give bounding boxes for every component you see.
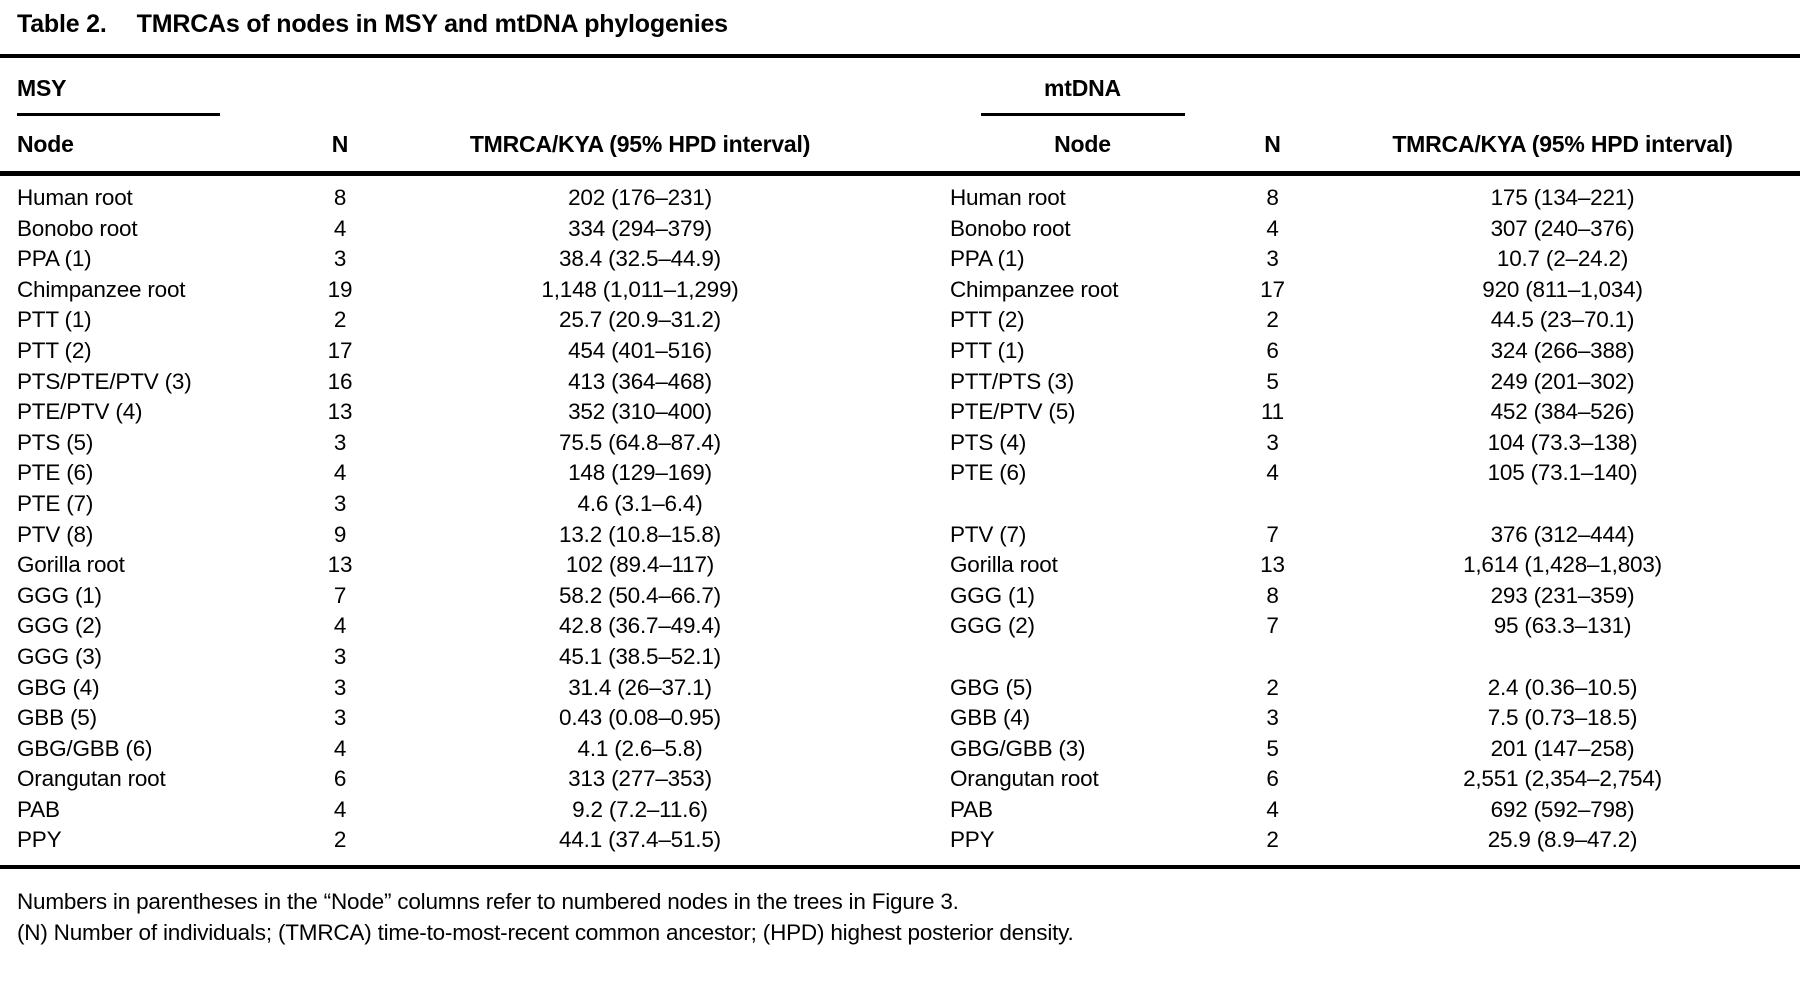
bottom-rule [0,865,1800,869]
n-cell: 4 [1266,460,1279,486]
table-row [0,825,1800,856]
tmrca-cell: 25.7 (20.9–31.2) [559,307,721,333]
mtdna-underline [981,113,1185,116]
n-cell: 8 [1266,582,1279,608]
tmrca-cell: 920 (811–1,034) [1482,276,1643,302]
note-line: (N) Number of individuals; (TMRCA) time-to-most-recent common ancestor; (HPD) highest posterior density. [17,920,1074,946]
n-cell: 19 [327,276,353,302]
node-cell: PAB [17,796,60,822]
tmrca-cell: 293 (231–359) [1490,582,1635,608]
tmrca-cell: 324 (266–388) [1490,337,1635,363]
panel-gap [900,550,950,581]
table-row [0,244,1800,275]
panel-label-mtdna-text: mtDNA [1044,75,1121,101]
panel-gap [900,428,950,459]
tmrca-cell: 13.2 (10.8–15.8) [559,521,721,547]
tmrca-cell: 10.7 (2–24.2) [1496,246,1629,272]
n-cell: 2 [1266,827,1279,853]
tmrca-cell: 44.5 (23–70.1) [1490,307,1635,333]
table-row [0,581,1800,612]
msy-n-header: N [331,131,349,157]
tmrca-cell: 44.1 (37.4–51.5) [559,827,721,853]
table-row [0,183,1800,214]
node-cell: Chimpanzee root [17,276,186,302]
column-header-row [0,131,1800,158]
table-row [0,489,1800,520]
header-rule [0,171,1800,176]
n-cell: 13 [327,399,353,425]
node-cell: GBG/GBB (3) [950,735,1086,761]
node-cell [950,642,1215,673]
n-cell [1215,489,1330,520]
n-cell: 4 [1266,215,1279,241]
table-title: TMRCAs of nodes in MSY and mtDNA phylogenies [136,10,728,38]
node-cell: PTV (7) [950,521,1027,547]
n-cell: 4 [333,613,347,639]
tmrca-cell: 0.43 (0.08–0.95) [559,705,721,731]
tmrca-cell: 42.8 (36.7–49.4) [559,613,721,639]
node-cell: Orangutan root [17,766,166,792]
table-row [0,611,1800,642]
panel-gap [900,642,950,673]
tmrca-cell: 313 (277–353) [568,766,712,792]
tmrca-cell: 376 (312–444) [1490,521,1635,547]
tmrca-cell: 38.4 (32.5–44.9) [559,246,721,272]
table-row [0,367,1800,398]
tmrca-cell: 692 (592–798) [1490,796,1635,822]
panel-label-mtdna [950,75,1215,116]
n-cell: 6 [1266,337,1279,363]
table-number-label: Table 2. [17,10,107,38]
tmrca-cell: 7.5 (0.73–18.5) [1487,705,1638,731]
node-cell: PTE/PTV (4) [17,399,143,425]
msy-underline [17,113,220,116]
panel-gap [900,611,950,642]
node-cell: PAB [950,796,993,822]
node-cell: Gorilla root [950,552,1058,578]
node-cell: PTS/PTE/PTV (3) [17,368,192,394]
panel-gap [900,244,950,275]
tmrca-cell: 104 (73.3–138) [1487,429,1638,455]
n-cell: 3 [333,246,347,272]
node-cell: PPY [950,827,995,853]
panel-gap [900,336,950,367]
tmrca-cell: 58.2 (50.4–66.7) [559,582,721,608]
tmrca-cell: 105 (73.1–140) [1487,460,1638,486]
tmrca-cell: 452 (384–526) [1490,399,1635,425]
node-cell: PPA (1) [17,246,92,272]
n-cell: 7 [1266,613,1279,639]
n-cell: 3 [333,674,347,700]
tmrca-cell: 148 (129–169) [568,460,712,486]
tmrca-cell: 45.1 (38.5–52.1) [559,643,721,669]
table-row [0,397,1800,428]
table-row [0,734,1800,765]
node-cell: GBG (5) [950,674,1033,700]
table-row [0,520,1800,551]
n-cell: 3 [1266,246,1279,272]
n-cell: 2 [333,307,347,333]
table-row [0,275,1800,306]
table-body [0,183,1800,856]
node-cell: Orangutan root [950,766,1099,792]
node-cell: PTS (5) [17,429,94,455]
tmrca-cell: 202 (176–231) [568,185,712,210]
panel-gap [900,795,950,826]
n-cell: 3 [333,490,347,516]
node-cell: PTT/PTS (3) [950,368,1075,394]
tmrca-cell: 25.9 (8.9–47.2) [1487,827,1638,853]
table-notes [0,886,1800,948]
node-cell: Chimpanzee root [950,276,1119,302]
panel-gap [900,825,950,856]
n-cell: 4 [333,215,347,241]
panel-gap [900,183,950,214]
tmrca-cell: 352 (310–400) [568,399,712,425]
tmrca-cell: 1,148 (1,011–1,299) [541,276,739,302]
n-cell: 9 [333,521,347,547]
tmrca-cell: 2.4 (0.36–10.5) [1487,674,1638,700]
n-cell: 7 [1266,521,1279,547]
tmrca-cell: 201 (147–258) [1490,735,1635,761]
tmrca-cell: 334 (294–379) [568,215,712,241]
msy-node-header: Node [17,131,74,157]
mtdna-tmrca-header: TMRCA/KYA (95% HPD interval) [1392,131,1733,157]
tmrca-cell: 4.6 (3.1–6.4) [577,490,703,516]
n-cell: 5 [1266,368,1279,394]
n-cell: 17 [327,337,353,363]
note-line: Numbers in parentheses in the “Node” columns refer to numbered nodes in the trees in Figure 3. [17,889,959,915]
tmrca-cell: 454 (401–516) [568,337,712,363]
node-cell: GGG (2) [950,613,1035,639]
msy-tmrca-header: TMRCA/KYA (95% HPD interval) [469,131,811,157]
table-row [0,673,1800,704]
panel-gap [900,581,950,612]
tmrca-cell: 75.5 (64.8–87.4) [559,429,721,455]
node-cell: GGG (1) [17,582,102,608]
node-cell: PTE (6) [950,460,1027,486]
tmrca-cell [1330,489,1795,520]
n-cell: 7 [333,582,347,608]
tmrca-cell: 2,551 (2,354–2,754) [1463,766,1662,792]
table-row [0,764,1800,795]
node-cell: PPA (1) [950,246,1025,272]
n-cell: 2 [1266,674,1279,700]
tmrca-cell: 9.2 (7.2–11.6) [572,796,708,822]
panel-gap [900,214,950,245]
n-cell: 5 [1266,735,1279,761]
table-row [0,458,1800,489]
node-cell: GBG (4) [17,674,100,700]
n-cell: 8 [1266,185,1279,210]
n-cell: 3 [1266,429,1279,455]
n-cell: 16 [327,368,353,394]
tmrca-cell: 175 (134–221) [1490,185,1635,210]
top-rule [0,54,1800,58]
table-row [0,642,1800,673]
node-cell: PTS (4) [950,429,1027,455]
node-cell: PTE (6) [17,460,94,486]
n-cell: 6 [1266,766,1279,792]
table-row [0,305,1800,336]
n-cell: 4 [333,796,347,822]
n-cell: 13 [327,552,353,578]
n-cell: 3 [1266,705,1279,731]
tmrca-cell: 95 (63.3–131) [1493,613,1632,639]
panel-gap [900,764,950,795]
node-cell: GBB (4) [950,705,1030,731]
panel-label-msy [17,75,300,116]
panel-label-msy-text: MSY [17,75,67,101]
panel-gap [900,673,950,704]
panel-gap [900,397,950,428]
tmrca-cell: 102 (89.4–117) [565,552,715,578]
node-cell [950,489,1215,520]
tmrca-cell: 249 (201–302) [1490,368,1635,394]
n-cell: 13 [1260,552,1285,578]
tmrca-cell: 1,614 (1,428–1,803) [1463,552,1662,578]
panel-gap [900,703,950,734]
tmrca-cell: 413 (364–468) [568,368,712,394]
n-cell: 4 [333,460,347,486]
panel-gap [900,520,950,551]
node-cell: GGG (3) [17,643,102,669]
n-cell: 17 [1260,276,1285,302]
tmrca-cell [1330,642,1795,673]
table-title-row [0,10,1800,39]
n-cell: 2 [1266,307,1279,333]
node-cell: Bonobo root [950,215,1071,241]
node-cell: PTT (2) [950,307,1025,333]
node-cell: GGG (1) [950,582,1035,608]
node-cell: Human root [17,185,133,210]
node-cell: Gorilla root [17,552,125,578]
node-cell: PTE/PTV (5) [950,399,1076,425]
table-row [0,214,1800,245]
node-cell: PTV (8) [17,521,94,547]
node-cell: PTT (2) [17,337,92,363]
panel-gap [900,458,950,489]
table-row [0,428,1800,459]
n-cell: 8 [333,185,347,210]
panel-gap [900,275,950,306]
panel-group-header-row [0,75,1800,116]
node-cell: PPY [17,827,62,853]
node-cell: Bonobo root [17,215,138,241]
node-cell: GGG (2) [17,613,102,639]
mtdna-node-header: Node [1054,131,1111,157]
panel-gap [900,734,950,765]
n-cell: 3 [333,429,347,455]
tmrca-cell: 4.1 (2.6–5.8) [577,735,703,761]
panel-gap [900,305,950,336]
n-cell: 4 [333,735,347,761]
table-row [0,336,1800,367]
table-row [0,703,1800,734]
node-cell: GBG/GBB (6) [17,735,153,761]
tmrca-cell: 307 (240–376) [1490,215,1635,241]
node-cell: Human root [950,185,1066,210]
node-cell: PTE (7) [17,490,94,516]
node-cell: GBB (5) [17,705,97,731]
n-cell: 4 [1266,796,1279,822]
n-cell: 3 [333,643,347,669]
n-cell: 2 [333,827,347,853]
table-row [0,795,1800,826]
n-cell: 11 [1261,399,1284,425]
n-cell [1215,642,1330,673]
table-row [0,550,1800,581]
n-cell: 3 [333,705,347,731]
tmrca-cell: 31.4 (26–37.1) [568,674,712,700]
panel-gap [900,367,950,398]
mtdna-n-header: N [1264,131,1281,157]
panel-gap [900,489,950,520]
node-cell: PTT (1) [17,307,92,333]
n-cell: 6 [333,766,347,792]
node-cell: PTT (1) [950,337,1025,363]
